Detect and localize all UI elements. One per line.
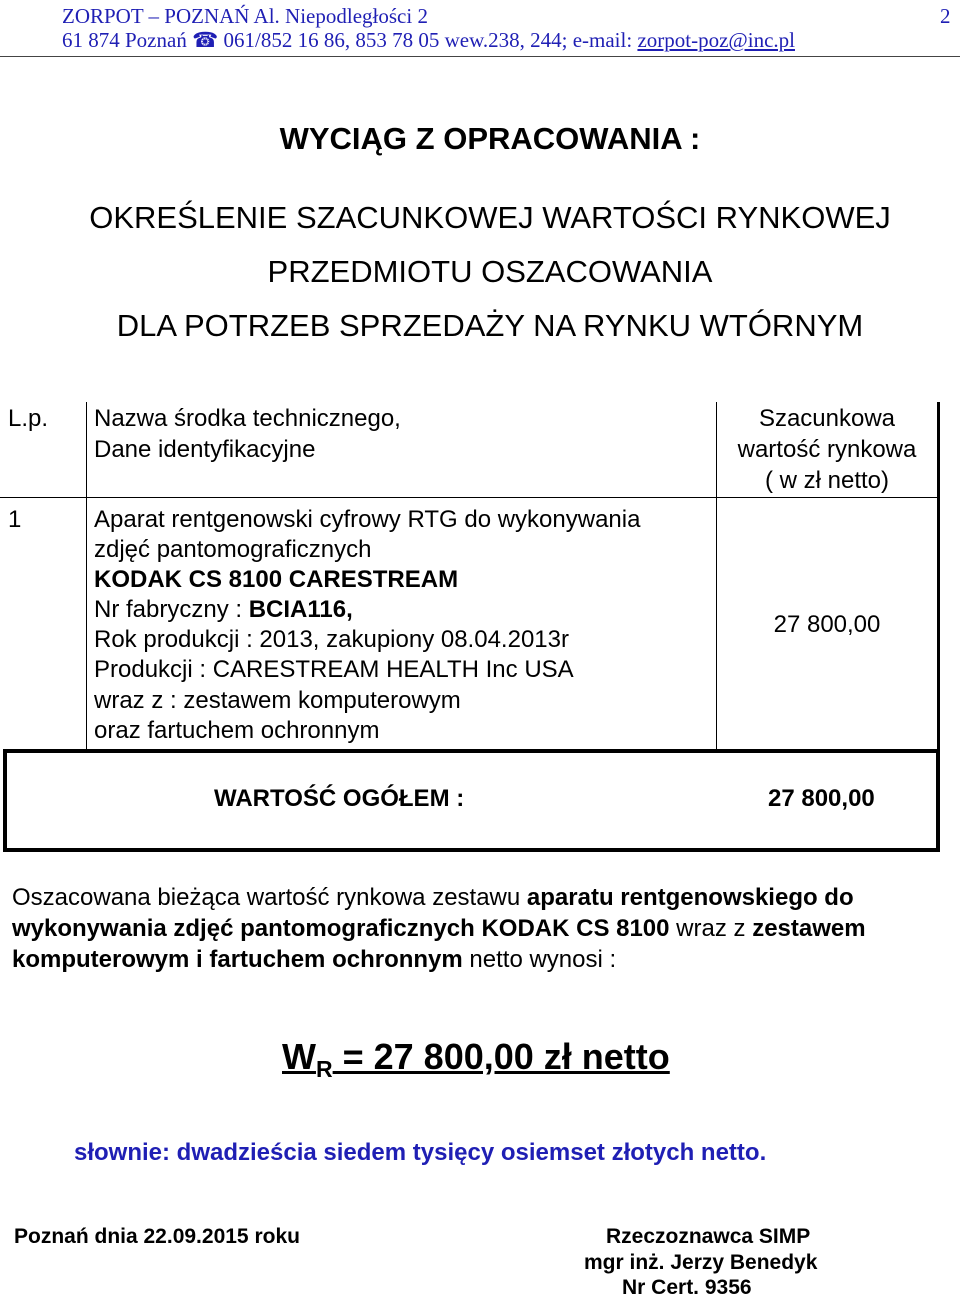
summary-bold-2: zestawem komputerowym i fartuchem ochronnym bbox=[12, 915, 866, 973]
appraiser-cert: Nr Cert. 9356 bbox=[622, 1276, 752, 1299]
subtitle-line-3: DLA POTRZEB SPRZEDAŻY NA RYNKU WTÓRNYM bbox=[116, 308, 864, 343]
item-serial bbox=[94, 595, 353, 626]
row-lp: 1 bbox=[8, 506, 22, 533]
place-date: Poznań dnia 22.09.2015 roku bbox=[14, 1225, 300, 1248]
summary-text-2: wraz z bbox=[669, 915, 753, 942]
table-header-rule bbox=[0, 497, 940, 498]
header-lp: L.p. bbox=[8, 405, 49, 432]
email-link[interactable]: zorpot-poz@inc.pl bbox=[637, 28, 795, 52]
item-model: KODAK CS 8100 CARESTREAM bbox=[94, 566, 459, 593]
item-line-1: Aparat rentgenowski cyfrowy RTG do wykonywania bbox=[94, 506, 641, 533]
header-value-2: wartość rynkowa bbox=[737, 436, 917, 463]
header-name-1: Nazwa środka technicznego, bbox=[94, 405, 401, 432]
item-manufacturer: Produkcji : CARESTREAM HEALTH Inc USA bbox=[94, 656, 574, 683]
serial-value: BCIA116, bbox=[248, 596, 353, 623]
header-rule bbox=[0, 56, 960, 57]
table-divider-left bbox=[86, 402, 87, 750]
summary-text-1: Oszacowana bieżąca wartość rynkowa zestawu bbox=[12, 884, 527, 911]
appraiser-name: mgr inż. Jerzy Benedyk bbox=[584, 1251, 818, 1274]
phone-icon: ☎ bbox=[192, 28, 219, 52]
header-value-1: Szacunkowa bbox=[758, 405, 896, 432]
amount-in-words: słownie: dwadzieścia siedem tysięcy osiemset złotych netto. bbox=[74, 1139, 767, 1166]
summary-bold-1: aparatu rentgenowskiego do wykonywania zdjęć pantomograficznych KODAK CS 8100 bbox=[12, 884, 854, 942]
subtitle-line-2: PRZEDMIOTU OSZACOWANIA bbox=[267, 254, 713, 289]
header-value-3: ( w zł netto) bbox=[764, 467, 890, 494]
total-value: 27 800,00 bbox=[768, 785, 875, 812]
row-value: 27 800,00 bbox=[773, 611, 881, 638]
header-name-2: Dane identyfikacyjne bbox=[94, 436, 316, 463]
total-label: WARTOŚĆ OGÓŁEM : bbox=[214, 785, 465, 812]
document-title: WYCIĄG Z OPRACOWANIA : bbox=[279, 121, 701, 156]
summary-paragraph bbox=[12, 882, 952, 975]
item-line-2: zdjęć pantomograficznych bbox=[94, 536, 372, 563]
formula-rest: = 27 800,00 zł netto bbox=[332, 1036, 670, 1077]
header-line-1: ZORPOT – POZNAŃ Al. Niepodległości 2 bbox=[62, 4, 428, 28]
page-number: 2 bbox=[940, 4, 951, 28]
subtitle-line-1: OKREŚLENIE SZACUNKOWEJ WARTOŚCI RYNKOWEJ bbox=[89, 200, 891, 235]
header-phones: 061/852 16 86, 853 78 05 wew.238, 244; e-mail: bbox=[218, 28, 638, 52]
item-apron: oraz fartuchem ochronnym bbox=[94, 717, 380, 744]
summary-text-3: netto wynosi : bbox=[462, 946, 617, 973]
header-line-2 bbox=[62, 28, 795, 52]
formula-w: W bbox=[282, 1036, 316, 1077]
serial-label: Nr fabryczny : bbox=[94, 596, 249, 623]
formula-sub: R bbox=[315, 1056, 333, 1082]
header-address: 61 874 Poznań bbox=[62, 28, 193, 52]
item-with: wraz z : zestawem komputerowym bbox=[94, 687, 461, 714]
appraiser-role: Rzeczoznawca SIMP bbox=[606, 1225, 811, 1248]
item-production-year: Rok produkcji : 2013, zakupiony 08.04.2013r bbox=[94, 626, 569, 653]
value-formula bbox=[282, 1036, 670, 1083]
